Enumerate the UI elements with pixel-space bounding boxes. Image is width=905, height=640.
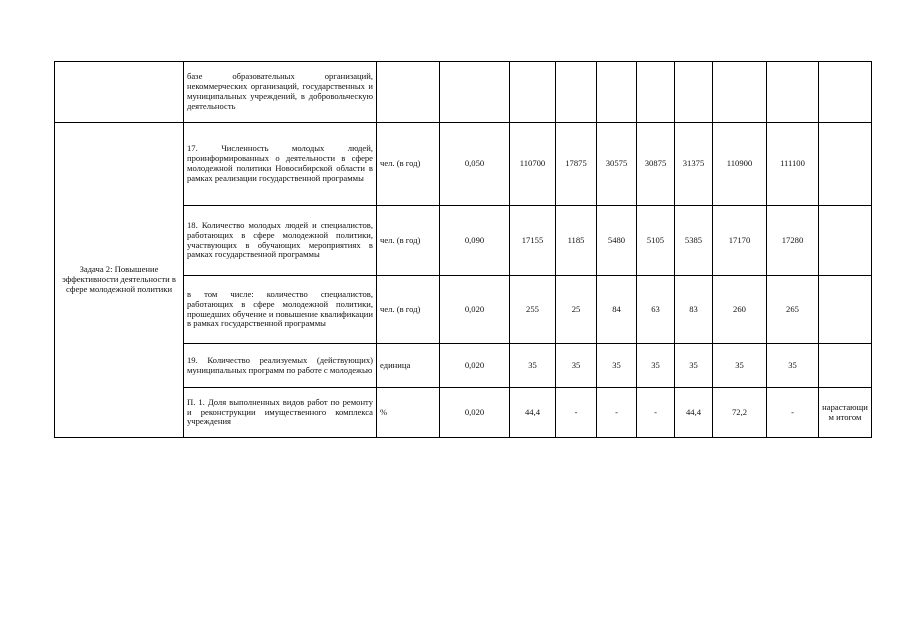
value-cell [767,62,819,123]
value-cell: 17170 [713,206,767,276]
unit-cell: единица [377,344,440,388]
indicator-cell: 17. Численность молодых людей, проинформированных о деятельности в сфере молодежной политики Новосибирской области в рамках реализации государственной программы [184,123,377,206]
unit-cell [377,62,440,123]
table-row [55,62,872,123]
value-cell: 72,2 [713,388,767,438]
value-cell: 5105 [637,206,675,276]
value-cell: 17155 [510,206,556,276]
value-cell: 30875 [637,123,675,206]
value-cell: 17280 [767,206,819,276]
value-cell: 35 [556,344,597,388]
value-cell: 35 [767,344,819,388]
value-cell: 84 [597,276,637,344]
note-cell: нарастающим итогом [819,388,872,438]
weight-cell: 0,090 [440,206,510,276]
value-cell: 110900 [713,123,767,206]
indicators-table [54,61,872,438]
weight-cell: 0,050 [440,123,510,206]
value-cell: 35 [510,344,556,388]
value-cell: 110700 [510,123,556,206]
value-cell [675,62,713,123]
value-cell: 63 [637,276,675,344]
indicator-cell: П. 1. Доля выполненных видов работ по ремонту и реконструкции имущественного комплекса учреждения [184,388,377,438]
value-cell: 30575 [597,123,637,206]
value-cell: 255 [510,276,556,344]
note-cell [819,276,872,344]
weight-cell: 0,020 [440,388,510,438]
unit-cell: чел. (в год) [377,123,440,206]
task-2-cell: Задача 2: Повышение эффективности деятельности в сфере молодежной политики [55,123,184,438]
indicator-cell: 19. Количество реализуемых (действующих) муниципальных программ по работе с молодежью [184,344,377,388]
weight-cell [440,62,510,123]
indicator-cell: базе образовательных организаций, некоммерческих организаций, государственных и муниципальных учреждений, в добровольческую деятельность [184,62,377,123]
task-cell-empty [55,62,184,123]
value-cell: 44,4 [510,388,556,438]
value-cell [556,62,597,123]
note-cell [819,62,872,123]
value-cell: 44,4 [675,388,713,438]
indicator-cell: 18. Количество молодых людей и специалистов, работающих в сфере молодежной политики, участвующих в обучающих мероприятиях в рамках государственной программы [184,206,377,276]
value-cell: 111100 [767,123,819,206]
note-cell [819,344,872,388]
value-cell: 35 [597,344,637,388]
unit-cell: чел. (в год) [377,276,440,344]
value-cell: 17875 [556,123,597,206]
weight-cell: 0,020 [440,344,510,388]
value-cell [637,62,675,123]
value-cell: 35 [637,344,675,388]
value-cell: - [767,388,819,438]
value-cell: 35 [713,344,767,388]
value-cell: 25 [556,276,597,344]
value-cell: - [637,388,675,438]
value-cell: 5480 [597,206,637,276]
indicator-cell: в том числе: количество специалистов, работающих в сфере молодежной политики, прошедших обучение и повышение квалификации в рамках государственной программы [184,276,377,344]
value-cell: 35 [675,344,713,388]
note-cell [819,206,872,276]
value-cell: - [597,388,637,438]
unit-cell: чел. (в год) [377,206,440,276]
weight-cell: 0,020 [440,276,510,344]
unit-cell: % [377,388,440,438]
value-cell [597,62,637,123]
note-cell [819,123,872,206]
value-cell: 1185 [556,206,597,276]
value-cell [510,62,556,123]
value-cell: 31375 [675,123,713,206]
value-cell: 83 [675,276,713,344]
table-row [55,123,872,206]
value-cell [713,62,767,123]
value-cell: 260 [713,276,767,344]
value-cell: 265 [767,276,819,344]
value-cell: 5385 [675,206,713,276]
value-cell: - [556,388,597,438]
